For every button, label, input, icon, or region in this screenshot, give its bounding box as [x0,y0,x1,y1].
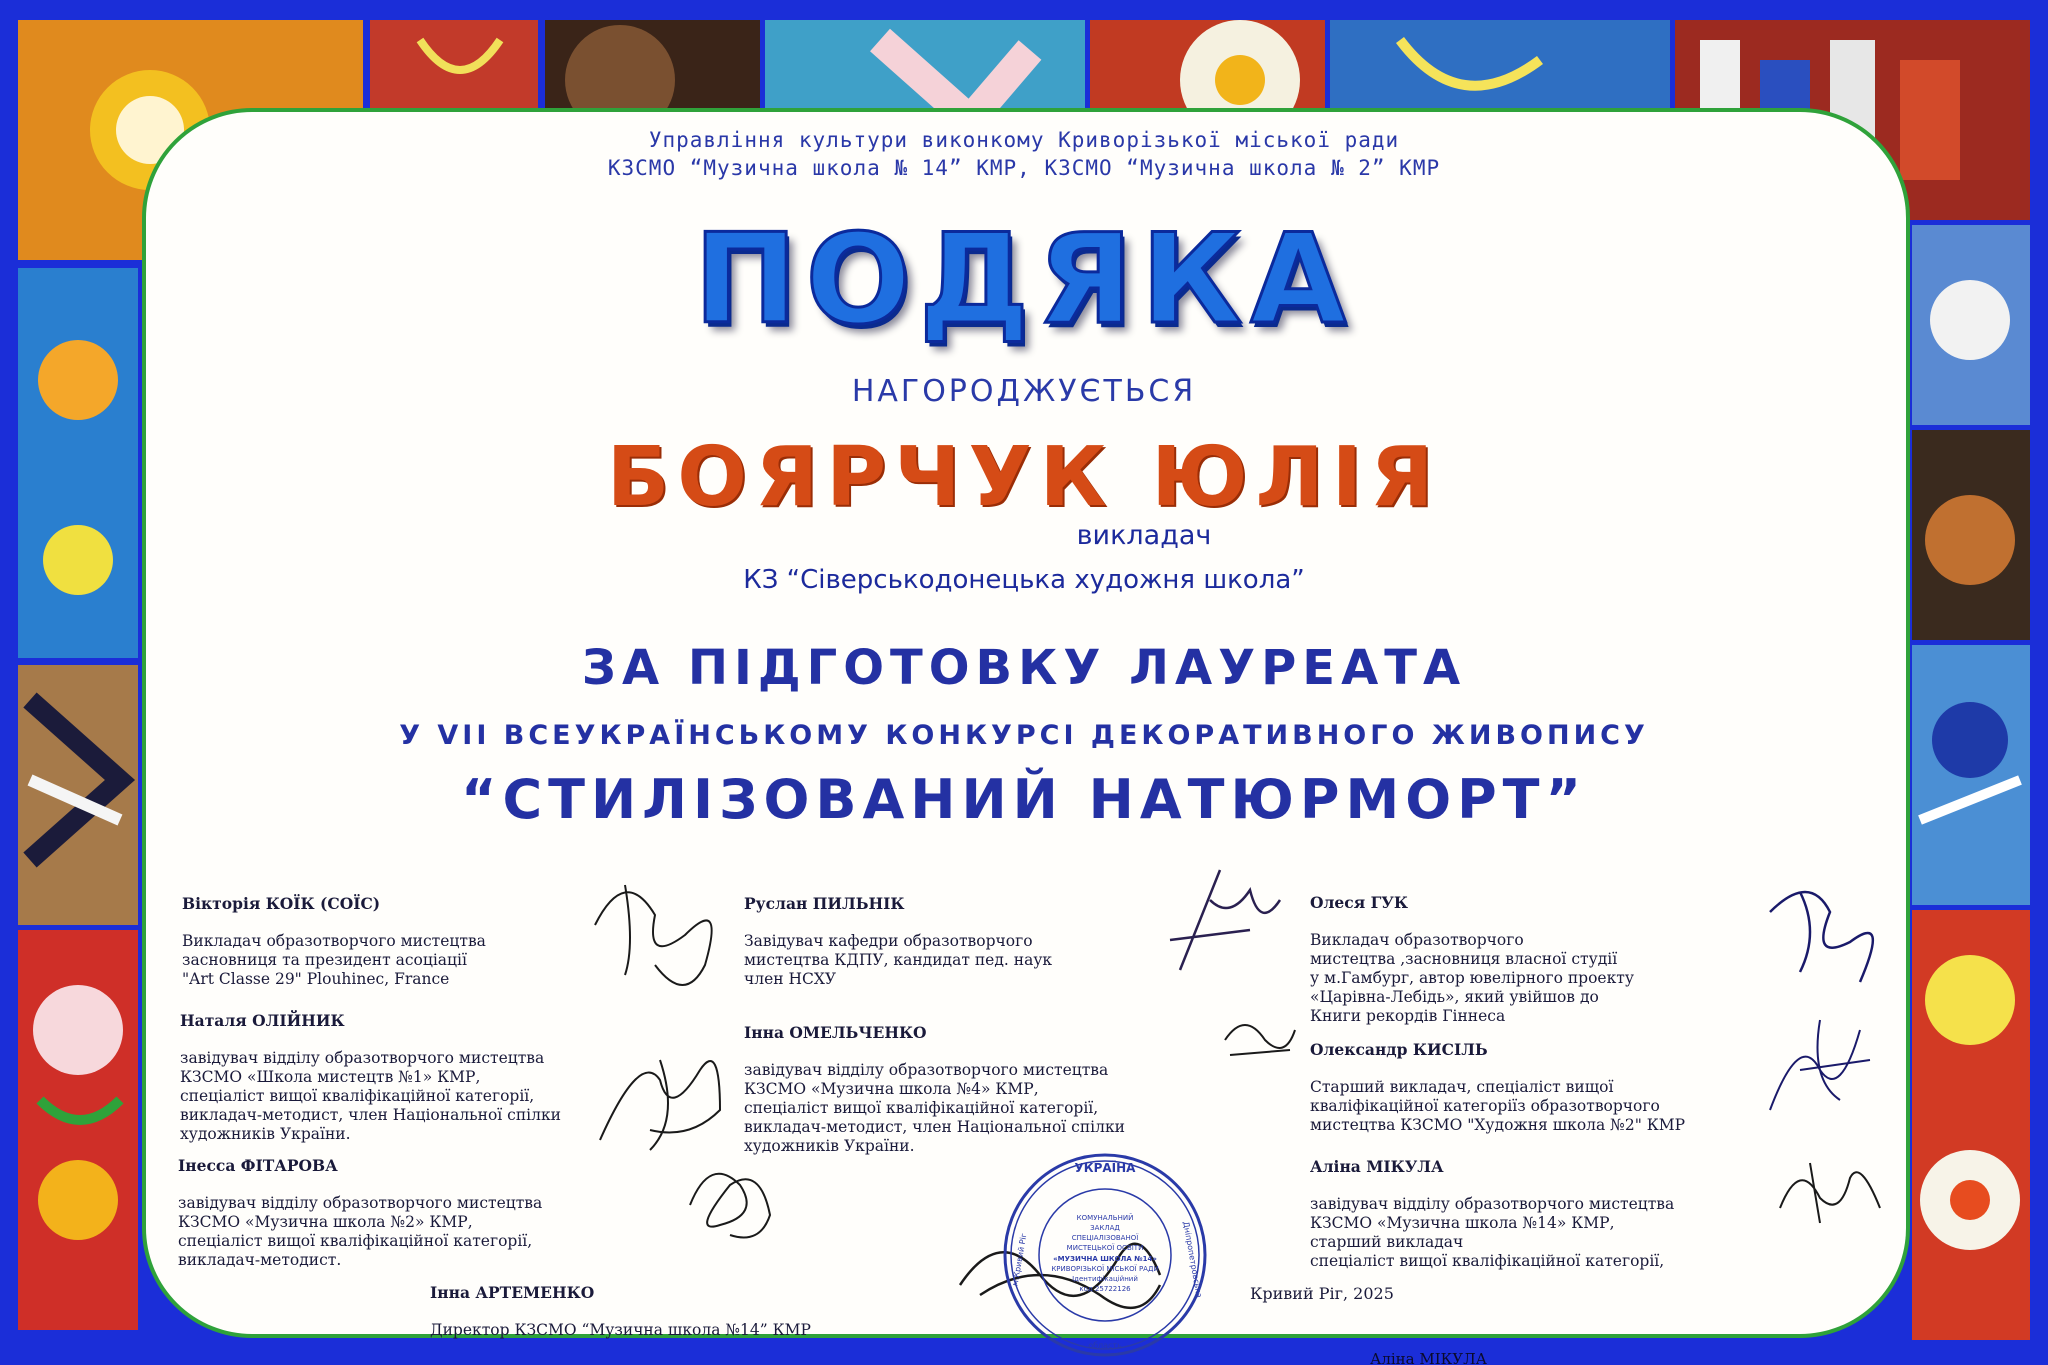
signatory-mikula [1310,1138,1674,1290]
signature-pylnik [1160,860,1280,980]
signature-oliinyk [590,1040,740,1160]
stamp-center-line: МИСТЕЦЬКОЇ ОСВІТИ [1066,1244,1144,1252]
signature-fitarova [680,1155,790,1255]
header-line-2: КЗСМО “Музична школа № 14” КМР, КЗСМО “Музична школа № 2” КМР [607,156,1441,180]
signatory-name: Руслан ПИЛЬНІК [744,894,905,913]
signatory-name: Інна ОМЕЛЬЧЕНКО [744,1023,927,1042]
signature-kysil [1760,1010,1880,1120]
header-line-1: Управління культури виконкому Криворізької міської ради [648,128,1400,152]
signatory-name: Наталя ОЛІЙНИК [180,1011,345,1030]
stamp-center-line: Ідентифікаційний [1072,1275,1138,1283]
signatory-title: Директор КЗСМО “Музична школа №14” КМР [430,1321,811,1339]
signatory-title: Викладач образотворчого мистецтва ,засновниця власної студії у м.Гамбург, автор ювелірного проекту «Царівна-Лебідь», який увійшов до Книги рекордів Гіннеса [1310,931,1634,1025]
signatory-name: Аліна МІКУЛА [1310,1157,1444,1176]
stamp-center-line: КОМУНАЛЬНИЙ [1076,1214,1134,1222]
signature-huk [1760,872,1890,982]
signatory-name: Олеся ГУК [1310,893,1408,912]
signatory-name: Інна АРТЕМЕНКО [430,1283,595,1302]
stamp-center-line: «МУЗИЧНА ШКОЛА №14» [1053,1255,1157,1263]
bottom-cut-text: Аліна МІКУЛА [1370,1350,1488,1365]
award-reason: ЗА ПІДГОТОВКУ ЛАУРЕАТА [581,640,1467,696]
stamp-center-line: КРИВОРІЗЬКОЇ МІСЬКОЇ РАДИ [1051,1265,1159,1273]
signature-omelchenko [1220,1010,1300,1070]
recipient-school: КЗ “Сіверськодонецька художня школа” [743,565,1305,595]
stamp-ring-bottom: область [1088,1341,1122,1350]
awarded-label: НАГОРОДЖУЄТЬСЯ [851,374,1197,409]
recipient-name: БОЯРЧУК ЮЛІЯ [606,430,1442,525]
stamp-center-line: СПЕЦІАЛІЗОВАНОЇ [1071,1234,1139,1242]
signatory-title: Старший викладач, спеціаліст вищої кваліфікаційної категоріїз образотворчого мистецтва КЗСМО "Художня школа №2" КМР [1310,1078,1686,1134]
signatory-kysil [1310,1021,1685,1154]
certificate-title: ПОДЯКА [693,208,1355,352]
signatory-koik [182,875,486,1008]
signatory-name: Вікторія КОЇК (СОЇС) [182,894,381,913]
stamp-ring-right: Дніпропетровська [1181,1220,1204,1299]
city-year: Кривий Ріг, 2025 [1250,1284,1394,1303]
contest-line: У VII ВСЕУКРАЇНСЬКОМУ КОНКУРСІ ДЕКОРАТИВНОГО ЖИВОПИСУ [399,720,1649,751]
recipient-role: викладач [1076,520,1212,551]
official-stamp [1000,1150,1210,1360]
signatory-title: завідувач відділу образотворчого мистецтва КЗСМО «Школа мистецтв №1» КМР, спеціаліст вищої кваліфікаційної категорії, викладач-методист, член Національної спілки художників України. [180,1049,561,1143]
signatory-title: завідувач відділу образотворчого мистецтва КЗСМО «Музична школа №4» КМР, спеціаліст вищої кваліфікаційної категорії, викладач-методист, член Національної спілки художників України. [744,1061,1125,1155]
signatory-artemenko [430,1264,811,1359]
stamp-center-line: код 25722126 [1079,1285,1131,1293]
stamp-center-line: ЗАКЛАД [1090,1224,1120,1232]
signatory-huk [1310,874,1634,1045]
stamp-ring-left: м.Кривий Ріг [1010,1232,1029,1287]
signature-koik [585,865,735,985]
signatory-title: Завідувач кафедри образотворчого мистецтва КДПУ, кандидат пед. наук член НСХУ [744,932,1053,988]
signature-mikula [1770,1148,1890,1228]
signatory-title: Викладач образотворчого мистецтва засновниця та президент асоціації "Art Classe 29" Plouhinec, France [182,932,486,988]
signatory-pylnik [744,875,1052,1008]
signatory-name: Олександр КИСІЛЬ [1310,1040,1488,1059]
signatory-name: Інесса ФІТАРОВА [178,1156,338,1175]
signatory-title: завідувач відділу образотворчого мистецтва КЗСМО «Музична школа №2» КМР, спеціаліст вищої кваліфікаційної категорії, викладач-методист. [178,1194,543,1269]
stamp-ring-top: УКРАЇНА [1074,1161,1136,1175]
signatory-title: завідувач відділу образотворчого мистецтва КЗСМО «Музична школа №14» КМР, старший викладач спеціаліст вищої кваліфікаційної категорії, [1310,1195,1675,1270]
contest-name: “СТИЛІЗОВАНИЙ НАТЮРМОРТ” [460,768,1588,831]
